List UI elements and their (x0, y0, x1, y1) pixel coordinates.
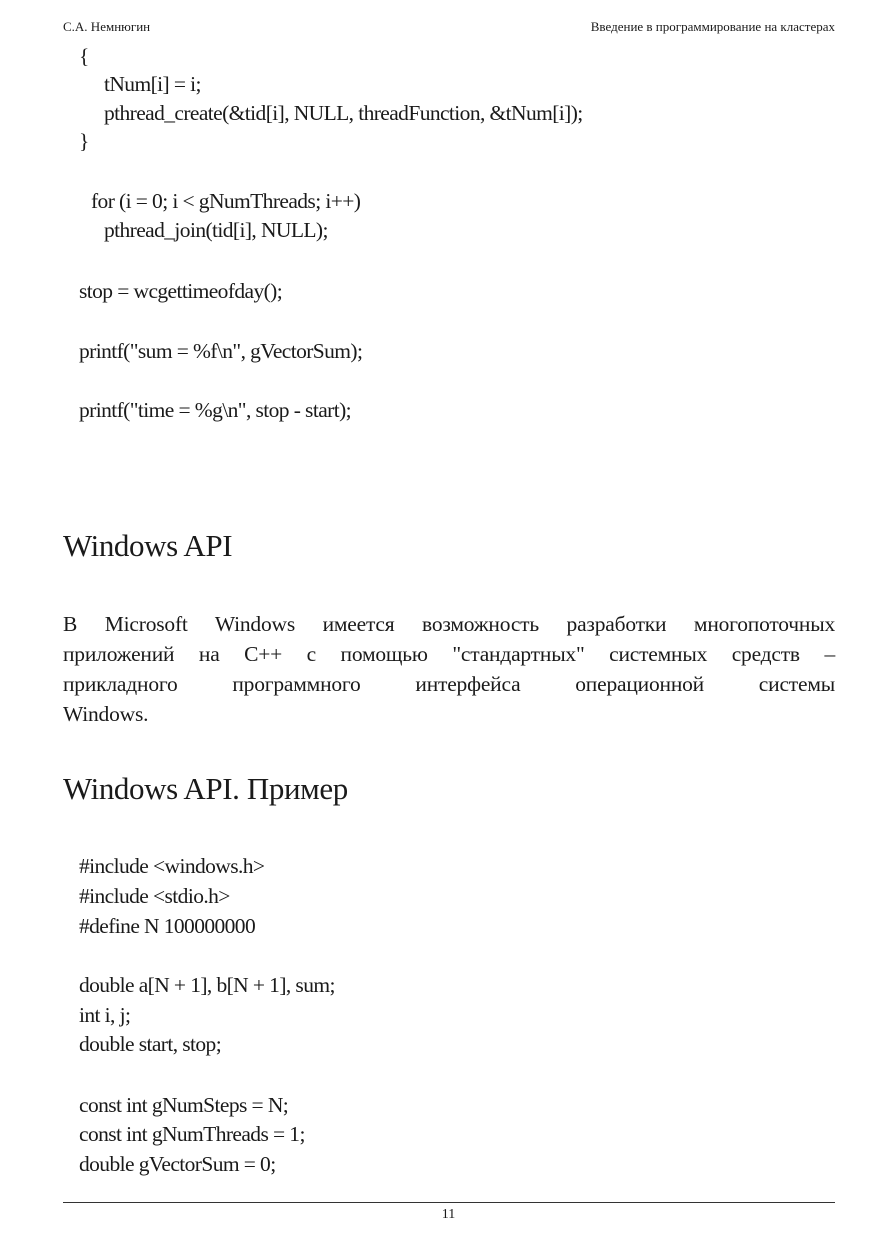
body-paragraph (63, 609, 835, 729)
page-header (63, 17, 835, 37)
code-line: double a[N + 1], b[N + 1], sum; (79, 973, 335, 997)
paragraph-line: приложений на C++ с помощью "стандартных" системных средств – (63, 642, 835, 666)
code-line: { (79, 44, 89, 68)
paragraph-line: Windows. (63, 702, 149, 726)
code-line: tNum[i] = i; (104, 72, 201, 96)
code-line: #include <stdio.h> (79, 884, 230, 908)
header-document-title: Введение в программирование на кластерах (590, 19, 835, 34)
code-line: double gVectorSum = 0; (79, 1152, 276, 1176)
code-line: #define N 100000000 (79, 914, 256, 938)
code-line: pthread_create(&tid[i], NULL, threadFunction, &tNum[i]); (104, 101, 583, 125)
code-line: double start, stop; (79, 1032, 222, 1056)
section-heading-windows-api: Windows API (63, 528, 233, 563)
code-line: printf("time = %g\n", stop - start); (79, 398, 351, 422)
paragraph-line: прикладного программного интерфейса операционной системы (63, 672, 835, 696)
code-line: const int gNumSteps = N; (79, 1093, 289, 1117)
code-line: for (i = 0; i < gNumThreads; i++) (91, 189, 361, 213)
code-line: } (79, 129, 89, 153)
page-number: 11 (441, 1207, 456, 1222)
code-line: #include <windows.h> (79, 854, 265, 878)
code-line: int i, j; (79, 1003, 131, 1027)
code-line: pthread_join(tid[i], NULL); (104, 218, 328, 242)
code-line: printf("sum = %f\n", gVectorSum); (79, 339, 363, 363)
code-line: stop = wcgettimeofday(); (79, 279, 283, 303)
code-line: const int gNumThreads = 1; (79, 1122, 305, 1146)
section-heading-windows-api-example: Windows API. Пример (63, 771, 348, 806)
footer-divider (63, 1202, 835, 1203)
paragraph-line: В Microsoft Windows имеется возможность разработки многопоточных (63, 612, 835, 636)
header-author: С.А. Немнюгин (63, 19, 151, 34)
